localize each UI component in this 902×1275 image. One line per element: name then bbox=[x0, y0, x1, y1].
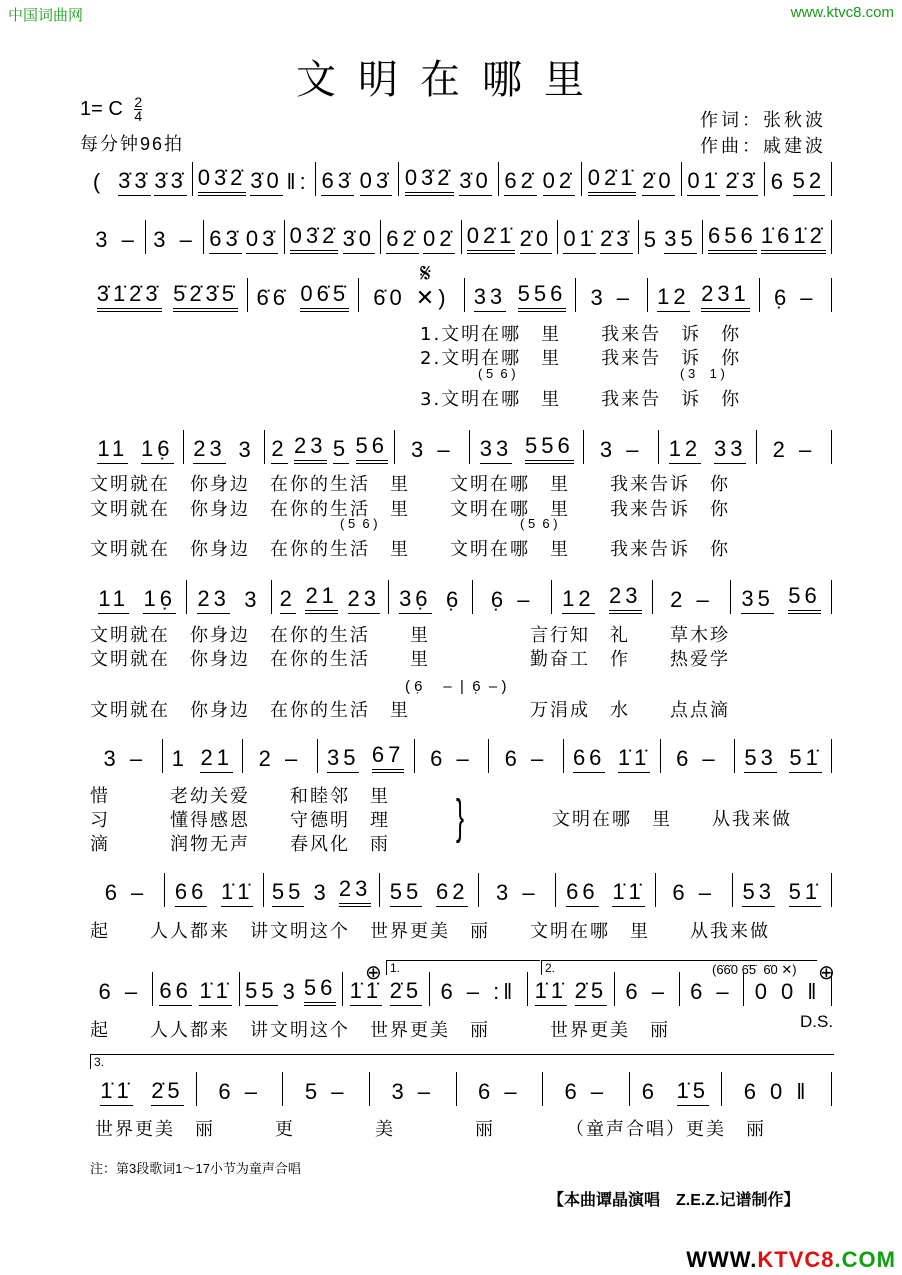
watermark-left: 中国词曲网 bbox=[8, 7, 84, 24]
note-group: 3̇1̇2̇3̇ bbox=[97, 281, 162, 312]
measure bbox=[243, 739, 318, 773]
note-group: 16̣ bbox=[143, 586, 175, 614]
measure bbox=[318, 739, 415, 773]
note-group: 01̇ bbox=[687, 168, 719, 196]
note-group: 231 bbox=[701, 281, 750, 312]
segno-sign: 𝄋 bbox=[420, 258, 432, 288]
note-group: 02̇ bbox=[423, 226, 455, 254]
note-group: 21 bbox=[305, 583, 337, 614]
measure bbox=[389, 580, 474, 614]
measure bbox=[648, 278, 759, 312]
note-group: 23 bbox=[609, 583, 641, 614]
brand-logo bbox=[686, 1247, 896, 1273]
note-group: 3 – bbox=[391, 1079, 435, 1104]
note-group: 23 bbox=[294, 433, 326, 464]
measure bbox=[343, 972, 430, 1006]
measure bbox=[395, 430, 470, 464]
measure bbox=[639, 220, 703, 254]
note-group: 656 bbox=[708, 223, 757, 254]
note-group: 12 bbox=[657, 284, 689, 312]
measure bbox=[88, 1072, 197, 1106]
note-group: 6 – bbox=[98, 979, 142, 1004]
note-group: 35 bbox=[327, 745, 359, 773]
note-group: 23 bbox=[197, 586, 229, 614]
measure bbox=[457, 1072, 544, 1106]
note-group: 2̇3̇ bbox=[726, 168, 758, 196]
measure bbox=[462, 220, 559, 254]
note-group: 6 – bbox=[430, 746, 473, 771]
measure bbox=[659, 430, 757, 464]
measure bbox=[653, 580, 731, 614]
measure bbox=[528, 972, 615, 1006]
coda-sign-end: ⊕ bbox=[818, 962, 835, 984]
lyric-r5-v2: 文明就在 你身边 在你的生活 里 勤奋工 作 热爱学 bbox=[90, 649, 730, 670]
note-group: 5 bbox=[643, 227, 661, 252]
measure bbox=[430, 972, 528, 1006]
note-group: 2 – bbox=[670, 587, 713, 612]
measure bbox=[757, 430, 832, 464]
lyric-r7: 起 人人都来 讲文明这个 世界更美 丽 文明在哪 里 从我来做 bbox=[90, 921, 770, 942]
lyric-r3-v3: 3.文明在哪 里 我来告 诉 你 bbox=[420, 389, 742, 410]
note-group: 67 bbox=[372, 742, 404, 773]
note-group: 2̇5 bbox=[390, 978, 422, 1006]
staff-row-5 bbox=[88, 584, 832, 614]
note-group: 66 bbox=[175, 879, 207, 907]
note-group: 3 – bbox=[103, 746, 147, 771]
note-group: 23 bbox=[339, 876, 371, 907]
staff-row-3 bbox=[88, 282, 832, 312]
note-group: 51̇ bbox=[789, 879, 821, 907]
note-group: ( bbox=[92, 169, 115, 194]
note-group: 6 0 ‖ bbox=[743, 1079, 810, 1104]
footnote: 注：第3段歌词1～17小节为童声合唱 bbox=[90, 1161, 301, 1176]
key-label: 1= C bbox=[80, 97, 123, 120]
lyric-r6-v2: 习 懂得感恩 守德明 理 bbox=[90, 810, 390, 831]
measure bbox=[316, 162, 399, 196]
note-group: 66 bbox=[573, 745, 605, 773]
volta-2: 2. bbox=[541, 960, 817, 975]
note-group: 33 bbox=[480, 436, 512, 464]
note-group: 3 – bbox=[153, 227, 196, 252]
note-group: 6 bbox=[770, 169, 787, 194]
time-sig-top: 2 bbox=[134, 94, 143, 110]
volta-1: 1. bbox=[386, 960, 540, 975]
note-group: 5 – bbox=[304, 1079, 348, 1104]
alt-notes-r4-a: ( 5 6 ) bbox=[340, 516, 378, 531]
note-group: 53 bbox=[744, 745, 776, 773]
measure bbox=[187, 580, 272, 614]
note-group: 3 bbox=[282, 979, 299, 1004]
note-group: 3̇3̇ bbox=[154, 168, 186, 196]
note-group: 3 – bbox=[496, 880, 539, 905]
note-group: 6̇6̇ bbox=[256, 285, 289, 310]
lyric-r4-v1: 文明就在 你身边 在你的生活 里 文明在哪 里 我来告诉 你 bbox=[90, 474, 730, 495]
measure bbox=[661, 739, 736, 773]
note-group: 02̇1̇ bbox=[588, 165, 637, 196]
note-group: 2̇3̇ bbox=[600, 226, 632, 254]
note-group: 1̇5 bbox=[677, 1078, 709, 1106]
measure bbox=[264, 873, 380, 907]
note-group: 3 – bbox=[95, 227, 138, 252]
brand-com: .COM bbox=[834, 1247, 896, 1272]
note-group: 6̣ – bbox=[773, 285, 817, 310]
note-group: 2 – bbox=[258, 746, 302, 771]
note-group: 1̇1̇ bbox=[221, 879, 253, 907]
note-group: 63̇ bbox=[321, 168, 353, 196]
staff-row-9 bbox=[88, 1076, 832, 1106]
note-group: 556 bbox=[518, 281, 567, 312]
note-group: 3 – bbox=[411, 437, 454, 462]
note-group: 55 bbox=[390, 879, 422, 907]
measure bbox=[88, 972, 153, 1006]
note-group: 06̇5̇ bbox=[300, 281, 349, 312]
measure bbox=[465, 278, 576, 312]
note-group: 3 – bbox=[599, 437, 643, 462]
note-group: 6 – bbox=[690, 979, 733, 1004]
note-group: 21 bbox=[200, 745, 232, 773]
coda-sign: ⊕ bbox=[365, 962, 382, 984]
note-group: 6 – bbox=[625, 979, 669, 1004]
note-group: ‖: bbox=[286, 169, 310, 194]
measure bbox=[470, 430, 584, 464]
measure bbox=[165, 873, 264, 907]
note-group: 3̇0 bbox=[343, 226, 375, 254]
note-group: 3̇3̇ bbox=[118, 168, 150, 196]
volta-3: 3. bbox=[90, 1054, 834, 1069]
brand-name: KTVC8 bbox=[757, 1247, 835, 1272]
note-group: 53 bbox=[742, 879, 774, 907]
note-group: 62 bbox=[436, 879, 468, 907]
tempo: 每分钟96拍 bbox=[80, 134, 185, 154]
lyric-r6-refrain: 文明在哪 里 从我来做 bbox=[552, 809, 792, 830]
note-group: 1̇1̇ bbox=[535, 978, 567, 1006]
staff-row-2 bbox=[88, 224, 832, 254]
note-group: 66 bbox=[159, 978, 191, 1006]
note-group: 6 – bbox=[218, 1079, 261, 1104]
lyric-r5-v3: 文明就在 你身边 在你的生活 里 万涓成 水 点点滴 bbox=[90, 700, 730, 721]
note-group: 3 bbox=[244, 587, 261, 612]
measure bbox=[703, 220, 832, 254]
note-group: 0 0 ‖ bbox=[754, 979, 821, 1004]
note-group: 5̇2̇3̇5̇ bbox=[173, 281, 238, 312]
note-group: 1̇1̇ bbox=[100, 1078, 132, 1106]
measure bbox=[370, 1072, 457, 1106]
measure bbox=[556, 873, 655, 907]
note-group: 1 bbox=[171, 746, 189, 771]
measure bbox=[88, 162, 193, 196]
note-group: 51̇ bbox=[789, 745, 821, 773]
note-group: 56 bbox=[356, 433, 388, 464]
measure bbox=[88, 220, 146, 254]
credits-studio: 【本曲谭晶演唱 Z.E.Z.记谱制作】 bbox=[548, 1192, 800, 1209]
note-group: 1̇1̇ bbox=[350, 978, 382, 1006]
measure bbox=[88, 580, 187, 614]
measure bbox=[765, 162, 832, 196]
measure bbox=[381, 220, 461, 254]
note-group: 5 bbox=[333, 436, 349, 464]
measure bbox=[184, 430, 265, 464]
note-group: 3 bbox=[238, 437, 255, 462]
measure bbox=[359, 278, 465, 312]
measure bbox=[558, 220, 638, 254]
note-group: 62̇ bbox=[504, 168, 536, 196]
lyric-r8: 起 人人都来 讲文明这个 世界更美 丽 世界更美 丽 bbox=[90, 1020, 670, 1041]
measure bbox=[473, 580, 551, 614]
note-group: 6 – bbox=[477, 1079, 521, 1104]
note-group: 55 bbox=[272, 879, 304, 907]
note-group: 36̣ bbox=[399, 586, 431, 614]
note-group: 2̇0 bbox=[642, 168, 674, 196]
measure bbox=[584, 430, 659, 464]
note-group: 6 – bbox=[104, 880, 148, 905]
note-group: 1̇1̇ bbox=[199, 978, 231, 1006]
measure bbox=[499, 162, 582, 196]
note-group: 66 bbox=[566, 879, 598, 907]
note-group: 2 bbox=[271, 436, 287, 464]
lyric-r3-v1: 1.文明在哪 里 我来告 诉 你 bbox=[420, 324, 742, 345]
note-group: 56 bbox=[304, 975, 336, 1006]
note-group: 2 bbox=[280, 586, 296, 614]
measure bbox=[88, 430, 184, 464]
note-group: 03̇2̇ bbox=[198, 165, 247, 196]
measure bbox=[197, 1072, 284, 1106]
measure bbox=[489, 739, 564, 773]
lyric-r6-v3: 滴 润物无声 春风化 雨 bbox=[90, 834, 390, 855]
staff-row-7 bbox=[88, 877, 832, 907]
staff-row-4 bbox=[88, 434, 832, 464]
note-group: 11 bbox=[97, 436, 128, 464]
measure bbox=[248, 278, 359, 312]
note-group: 56 bbox=[788, 583, 820, 614]
note-group: 3̇0 bbox=[459, 168, 491, 196]
note-group: 23 bbox=[348, 586, 380, 614]
measure bbox=[285, 220, 382, 254]
time-signature bbox=[134, 96, 142, 123]
measure bbox=[543, 1072, 630, 1106]
note-group: 2̇5 bbox=[575, 978, 607, 1006]
note-group: 1̇1̇ bbox=[612, 879, 644, 907]
measure bbox=[552, 580, 653, 614]
measure bbox=[576, 278, 648, 312]
measure bbox=[415, 739, 490, 773]
note-group: 35 bbox=[664, 226, 696, 254]
measure bbox=[630, 1072, 723, 1106]
note-group: 6̣ – bbox=[490, 587, 534, 612]
note-group: 6 – :‖ bbox=[440, 979, 517, 1004]
measure bbox=[240, 972, 343, 1006]
note-group: 03̇ bbox=[246, 226, 278, 254]
note-group: 2̇0 bbox=[520, 226, 552, 254]
measure bbox=[193, 162, 316, 196]
note-group: 11 bbox=[98, 586, 129, 614]
measure bbox=[146, 220, 204, 254]
note-group: 16̣ bbox=[141, 436, 173, 464]
ds-mark: D.S. bbox=[800, 1012, 834, 1031]
measure bbox=[399, 162, 499, 196]
note-group: 62̇ bbox=[386, 226, 418, 254]
time-sig-bottom: 4 bbox=[134, 108, 143, 124]
measure bbox=[656, 873, 733, 907]
measure bbox=[733, 873, 832, 907]
measure bbox=[265, 430, 395, 464]
measure bbox=[88, 739, 163, 773]
brand-www: WWW. bbox=[686, 1247, 758, 1272]
note-group: 6 – bbox=[672, 880, 715, 905]
note-group: 55 bbox=[245, 978, 277, 1006]
lyric-r3-v2: 2.文明在哪 里 我来告 诉 你 bbox=[420, 348, 742, 369]
lyric-r5-v1: 文明就在 你身边 在你的生活 里 言行知 礼 草木珍 bbox=[90, 625, 730, 646]
verse-brace: } bbox=[456, 791, 465, 844]
alt-notes-r3-b: ( 3 1 ) bbox=[680, 366, 725, 381]
lyric-r6-v1: 惜 老幼关爱 和睦邻 里 bbox=[90, 786, 390, 807]
alt-notes-r3-a: ( 5 6 ) bbox=[478, 366, 516, 381]
note-group: 35 bbox=[741, 586, 773, 614]
note-group: 6 – bbox=[676, 746, 719, 771]
watermark-right: www.ktvc8.com bbox=[790, 4, 894, 21]
note-group: 6̣ bbox=[445, 587, 463, 612]
volta2-small-notes: (6̇6̇0 6̇5̇ 6̇0 ✕) bbox=[712, 962, 797, 977]
measure bbox=[153, 972, 240, 1006]
key-signature bbox=[80, 96, 142, 123]
alt-notes-r5: ( 6̣ – | 6̣ – ) bbox=[405, 678, 507, 695]
note-group: 03̇2̇ bbox=[290, 223, 339, 254]
note-group: 6 bbox=[641, 1079, 659, 1104]
measure bbox=[564, 739, 661, 773]
staff-row-1 bbox=[88, 166, 832, 196]
measure bbox=[163, 739, 244, 773]
note-group: 23 bbox=[193, 436, 225, 464]
note-group: 02̇ bbox=[543, 168, 575, 196]
measure bbox=[582, 162, 682, 196]
note-group: 33 bbox=[714, 436, 746, 464]
note-group: 33 bbox=[474, 284, 506, 312]
note-group: 3 – bbox=[590, 285, 634, 310]
note-group: 556 bbox=[525, 433, 574, 464]
measure bbox=[479, 873, 556, 907]
note-group: 6̇0 ✕) bbox=[373, 285, 450, 310]
measure bbox=[88, 278, 248, 312]
note-group: 12 bbox=[562, 586, 594, 614]
measure bbox=[380, 873, 479, 907]
song-title: 文明在哪里 bbox=[296, 57, 606, 103]
note-group: 12 bbox=[669, 436, 701, 464]
note-group: 03̇2̇ bbox=[405, 165, 454, 196]
measure bbox=[731, 580, 832, 614]
measure bbox=[735, 739, 832, 773]
lyric-r9: 世界更美 丽 更 美 丽 （童声合唱）更美 丽 bbox=[95, 1119, 766, 1140]
note-group: 03̇ bbox=[360, 168, 392, 196]
note-group: 1̇61̇2̇ bbox=[761, 223, 826, 254]
note-group: 3̇0 bbox=[250, 168, 282, 196]
lyric-r4-v2: 文明就在 你身边 在你的生活 里 文明在哪 里 我来告诉 你 bbox=[90, 499, 730, 520]
lyricist: 作词：张秋波 bbox=[700, 110, 826, 130]
note-group: 6 – bbox=[564, 1079, 608, 1104]
measure bbox=[682, 162, 765, 196]
staff-row-8 bbox=[88, 976, 832, 1006]
measure bbox=[88, 873, 165, 907]
measure bbox=[283, 1072, 370, 1106]
note-group: 3 bbox=[313, 880, 330, 905]
note-group: 52 bbox=[793, 168, 825, 196]
note-group: 02̇1̇ bbox=[467, 223, 516, 254]
measure bbox=[272, 580, 389, 614]
composer: 作曲：戚建波 bbox=[700, 136, 826, 156]
note-group: 1̇1̇ bbox=[618, 745, 650, 773]
note-group: 2 – bbox=[772, 437, 816, 462]
measure bbox=[204, 220, 284, 254]
measure bbox=[760, 278, 832, 312]
lyric-r4-v3: 文明就在 你身边 在你的生活 里 文明在哪 里 我来告诉 你 bbox=[90, 539, 730, 560]
staff-row-6 bbox=[88, 743, 832, 773]
measure bbox=[615, 972, 680, 1006]
note-group: 01̇ bbox=[563, 226, 595, 254]
alt-notes-r4-b: ( 5 6 ) bbox=[520, 516, 558, 531]
note-group: 63̇ bbox=[209, 226, 241, 254]
measure bbox=[722, 1072, 832, 1106]
note-group: 2̇5 bbox=[151, 1078, 183, 1106]
note-group: 6 – bbox=[504, 746, 548, 771]
